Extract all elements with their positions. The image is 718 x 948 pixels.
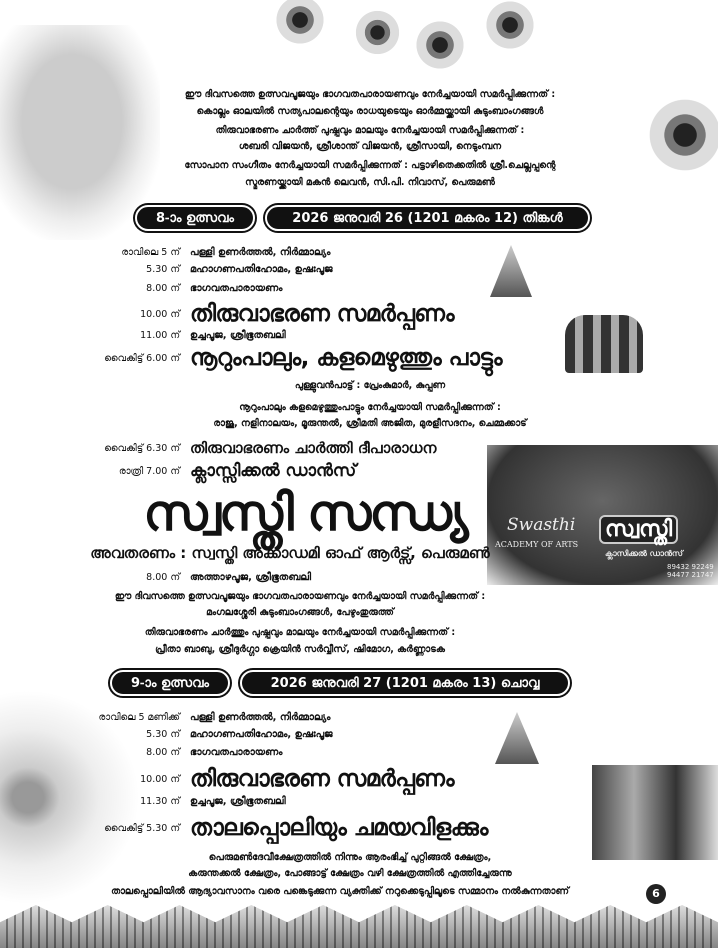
poster-tag: ക്ലാസിക്കൽ ഡാൻസ് [605, 549, 683, 558]
time: വൈകിട്ട് 6.30 ന് [104, 442, 180, 454]
presenter-line: അവതരണം : സ്വസ്തി അക്കാഡമി ഓഫ് ആർട്സ്, പെരുമൺ [90, 544, 490, 562]
schedule-row [60, 439, 580, 457]
time: 10.00 ന് [140, 773, 180, 785]
day-9-date: 2026 ജനുവരി 27 (1201 മകരം 13) ചൊവ്വ [240, 670, 570, 696]
time: 5.30 ന് [146, 263, 180, 275]
event: ഉച്ചപൂജ, ശ്രീഭൂതബലി [190, 795, 286, 807]
event: മഹാഗണപതിഹോമം, ഉഷഃപൂജ [190, 263, 333, 275]
event: ഭാഗവതപാരായണം [190, 746, 283, 758]
intro-line: സ്മരണയ്ക്കായി മകൻ ലെവൻ, സി.പി. നിവാസ്, പെരുമൺ [245, 177, 495, 188]
schedule-row [60, 725, 580, 743]
schedule-row [60, 764, 580, 794]
thalappoli-photo [592, 765, 718, 860]
schedule-row [60, 260, 580, 278]
event: ഭാഗവതപാരായണം [190, 282, 283, 294]
time: 5.30 ന് [146, 728, 180, 740]
note-line: പ്രീതാ ബാബു, ശ്രീദുർഗ്ഗാ ക്രെയിൻ സർവ്വീസ്, ഷിമോഗ, കർണ്ണാടക [155, 644, 445, 655]
schedule-row [60, 326, 580, 344]
show-title: സ്വസ്തി സന്ധ്യ [143, 484, 467, 542]
note-line: നൂറുംപാലും കളമെഴുത്തുംപാട്ടും നേർച്ചയായി സമർപ്പിക്കുന്നത് : [239, 402, 501, 413]
page-number: 6 [646, 884, 666, 904]
time: വൈകിട്ട് 6.00 ന് [104, 352, 180, 364]
event: പള്ളി ഉണർത്തൽ, നിർമ്മാല്യം [190, 246, 331, 258]
schedule-row [60, 299, 580, 329]
time: 10.00 ന് [140, 308, 180, 320]
schedule-row [60, 243, 580, 261]
intro-line: ശബരി വിജയൻ, ശ്രീശാന്ത് വിജയൻ, ശ്രീസായി, നെടുംമ്പന [238, 141, 502, 152]
time: 8.00 ന് [146, 571, 180, 583]
note-line: മംഗലശ്ശേരി കുടുംബാംഗങ്ങൾ, പേഴുംതുരുത്ത് [206, 607, 394, 618]
schedule-row [60, 279, 580, 297]
poster-brand: Swasthi [507, 515, 576, 535]
event: പള്ളി ഉണർത്തൽ, നിർമ്മാല്യം [190, 711, 331, 723]
peacock-feather-decoration [640, 90, 718, 180]
schedule-row [60, 708, 580, 726]
poster-sub: ACADEMY OF ARTS [495, 540, 579, 549]
note-line: രാജു, നളിനാലയം, മൂരുന്തൽ, ശ്രീമതി അജിത, മുരളീസദനം, ചെമ്മക്കാട് [213, 418, 527, 429]
event: താലപ്പൊലിയും ചമയവിളക്കും [190, 815, 488, 841]
schedule-row [60, 343, 580, 373]
note-line: പെരുമൺദേവീക്ഷേത്രത്തിൽ നിന്നും ആരംഭിച്ച് പുറ്റിങ്ങൽ ക്ഷേത്രം, [208, 852, 492, 863]
poster-phone: 89432 92249 94477 21747 [667, 563, 714, 579]
intro-line: സോപാന സംഗീതം നേർച്ചയായി സമർപ്പിക്കുന്നത് : പട്ടാഴിതെക്കതിൽ ശ്രീ.ചെല്ലപ്പന്റെ [184, 160, 556, 171]
time: 11.00 ന് [140, 329, 180, 341]
day-9-label: 9-ാം ഉത്സവം [110, 670, 230, 696]
schedule-row [60, 813, 580, 843]
note-line: ഈ ദിവസത്തെ ഉത്സവപൂജയും ഭാഗവതപാരായണവും നേർച്ചയായി സമർപ്പിക്കുന്നത് : [114, 591, 486, 602]
event: തിരുവാഭരണം ചാർത്തി ദീപാരാധന [190, 439, 437, 457]
time: രാവിലെ 5 ന് [121, 246, 180, 258]
note-line: പുള്ളുവൻപാട്ട് : പ്രേംകുമാർ, കുപ്പണ [294, 380, 446, 391]
note-line: താലപ്പൊലിയിൽ ആദ്യാവസാനം വരെ പങ്കെടുക്കുന്ന വ്യക്തിക്ക് നറുക്കെടുപ്പിലൂടെ സമ്മാനം നൽകുന്നതാണ് [111, 886, 569, 897]
peacock-feather-decoration [270, 0, 330, 50]
peacock-feather-decoration [410, 15, 470, 75]
event: അത്താഴപൂജ, ശ്രീഭൂതബലി [190, 571, 312, 583]
note-line: തിരുവാഭരണം ചാർത്തും പുഷ്പവും മാലയും നേർച്ചയായി സമർപ്പിക്കുന്നത് : [144, 627, 456, 638]
intro-line: തിരുവാഭരണം ചാർത്ത് പുഷ്പവും മാലയും നേർച്ചയായി സമർപ്പിക്കുന്നത് : [215, 125, 525, 136]
event: തിരുവാഭരണ സമർപ്പണം [190, 301, 455, 327]
decorative-border [0, 905, 718, 948]
schedule-row [60, 743, 580, 761]
time: രാവിലെ 5 മണിക്ക് [98, 711, 180, 723]
poster-title: സ്വസ്തി [599, 515, 678, 544]
event: ക്ലാസ്സിക്കൽ ഡാൻസ് [190, 461, 357, 481]
intro-line: ഈ ദിവസത്തെ ഉത്സവപൂജയും ഭാഗവതപാരായണവും നേർച്ചയായി സമർപ്പിക്കുന്നത് : [184, 89, 556, 100]
event: നൂറുംപാലും, കളമെഴുത്തും പാട്ടും [190, 345, 503, 371]
peacock-feather-decoration [350, 5, 405, 60]
time: രാത്രി 7.00 ന് [118, 465, 180, 477]
schedule-row [60, 792, 580, 810]
schedule-row [60, 568, 580, 586]
note-line: കരുന്തക്കൽ ക്ഷേത്രം, പോങ്ങാട്ട് ക്ഷേത്രം വഴി ക്ഷേത്രത്തിൽ എത്തിച്ചേരുന്നു [188, 868, 512, 879]
time: 8.00 ന് [146, 746, 180, 758]
day-8-label: 8-ാം ഉത്സവം [135, 205, 255, 231]
intro-line: കൊല്ലം ഓലയിൽ സത്യപാലന്റെയും രാധയുടെയും ഓർമ്മയ്ക്കായി കുടുംബാംഗങ്ങൾ [196, 106, 544, 117]
peacock-feather-decoration [480, 0, 540, 55]
event: തിരുവാഭരണ സമർപ്പണം [190, 766, 455, 792]
schedule-row [60, 462, 580, 480]
time: വൈകിട്ട് 5.30 ന് [104, 822, 180, 834]
event: ഉച്ചപൂജ, ശ്രീഭൂതബലി [190, 329, 286, 341]
day-8-date: 2026 ജനുവരി 26 (1201 മകരം 12) തിങ്കൾ [265, 205, 590, 231]
time: 8.00 ന് [146, 282, 180, 294]
time: 11.30 ന് [140, 795, 180, 807]
event: മഹാഗണപതിഹോമം, ഉഷഃപൂജ [190, 728, 333, 740]
